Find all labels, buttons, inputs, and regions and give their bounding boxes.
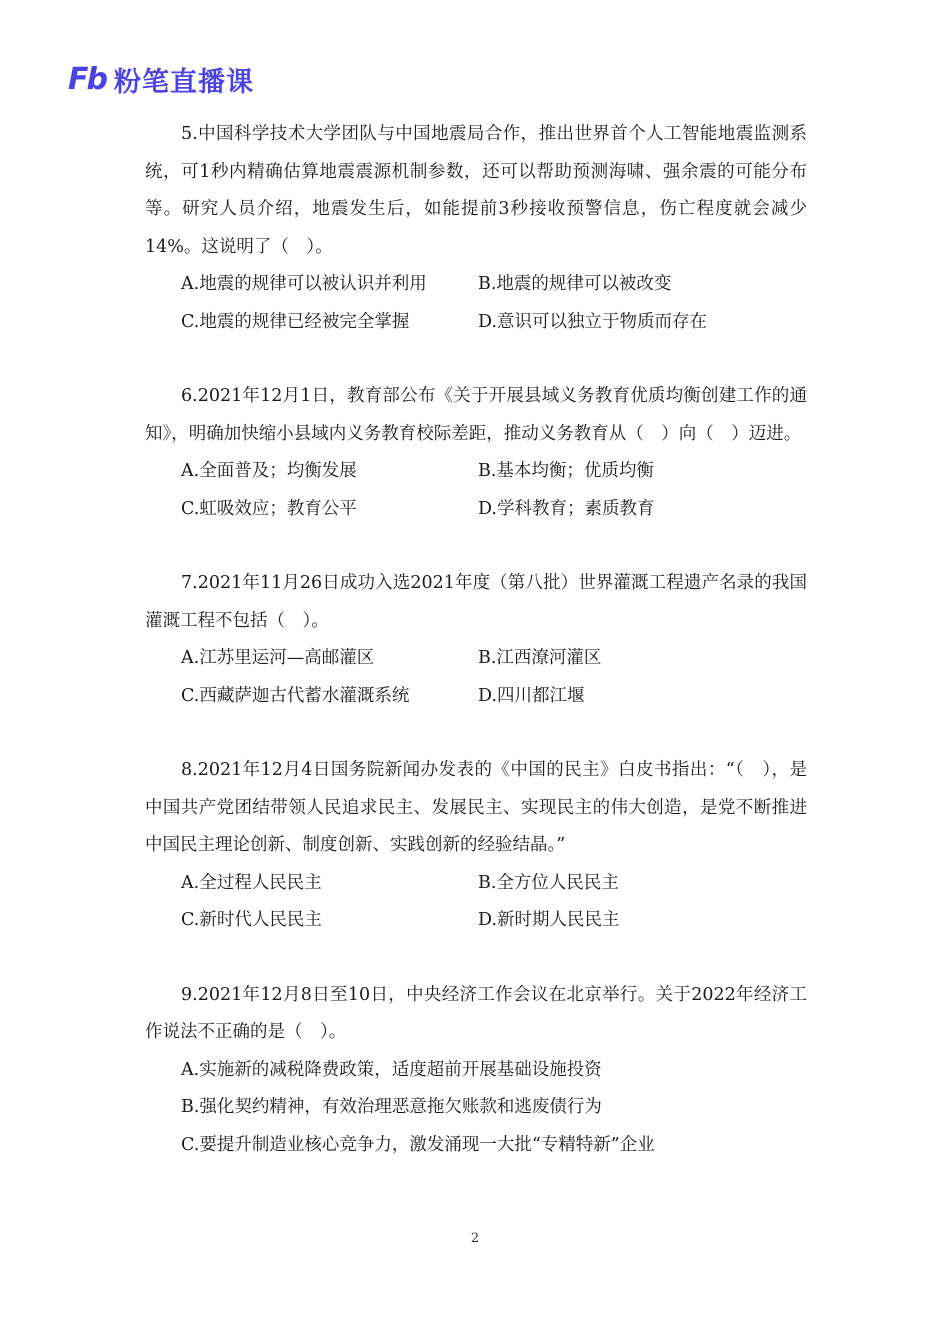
question-stem: 9.2021年12月8日至10日，中央经济工作会议在北京举行。关于2022年经济工作说法不正确的是（ ）。: [145, 984, 807, 1042]
option-b: B.强化契约精神，有效治理恶意拖欠账款和逃废债行为: [181, 1097, 602, 1117]
question-stem: 6.2021年12月1日，教育部公布《关于开展县域义务教育优质均衡创建工作的通知》，明确加快缩小县域内义务教育校际差距，推动义务教育从（ ）向（ ）迈进。: [145, 386, 807, 444]
option-d: D.意识可以独立于物质而存在: [478, 311, 707, 332]
question-8: [145, 752, 807, 940]
option-d: D.四川都江堰: [478, 685, 585, 706]
options: [145, 640, 807, 715]
option-a: A.地震的规律可以被认识并利用: [181, 274, 427, 294]
options: [145, 865, 807, 940]
option-d: D.新时期人民民主: [478, 910, 620, 930]
option-a: A.江苏里运河—高邮灌区: [181, 648, 375, 668]
option-b: B.全方位人民民主: [478, 872, 619, 893]
question-9: [145, 977, 807, 1165]
options: [145, 1052, 807, 1165]
option-c: C.虹吸效应；教育公平: [181, 498, 357, 519]
option-b: B.地震的规律可以被改变: [478, 274, 672, 294]
option-b: B.基本均衡；优质均衡: [478, 461, 654, 481]
fb-logo-icon: Fb: [68, 61, 106, 97]
options: [145, 453, 807, 528]
options: [145, 266, 807, 341]
brand-name: 粉笔直播课: [113, 66, 254, 98]
question-stem: 7.2021年11月26日成功入选2021年度（第八批）世界灌溉工程遗产名录的我国灌溉工程不包括（ ）。: [145, 573, 807, 631]
question-stem: 5.中国科学技术大学团队与中国地震局合作，推出世界首个人工智能地震监测系统，可1秒内精确估算地震震源机制参数，还可以帮助预测海啸、强余震的可能分布等。研究人员介绍，地震发生后，如能提前3秒接收预警信息，伤亡程度就会减少14%。这说明了（ ）。: [145, 124, 807, 257]
question-6: [145, 378, 807, 528]
option-c: C.西藏萨迦古代蓄水灌溉系统: [181, 685, 410, 706]
option-a: A.全过程人民民主: [181, 872, 322, 893]
option-c: C.地震的规律已经被完全掌握: [181, 311, 410, 332]
header-logo: [68, 60, 254, 98]
question-7: [145, 565, 807, 715]
option-a: A.全面普及；均衡发展: [181, 461, 357, 481]
option-b: B.江西潦河灌区: [478, 648, 602, 668]
option-a: A.实施新的减税降费政策，适度超前开展基础设施投资: [181, 1059, 602, 1080]
option-c: C.要提升制造业核心竞争力，激发涌现一大批“专精特新”企业: [181, 1134, 655, 1155]
option-d: D.学科教育；素质教育: [478, 498, 655, 519]
question-stem: 8.2021年12月4日国务院新闻办发表的《中国的民主》白皮书指出：“（ ），是中国共产党团结带领人民追求民主、发展民主、实现民主的伟大创造，是党不断推进中国民主理论创新、制度创新、实践创新的经验结晶。”: [145, 760, 807, 855]
question-5: [145, 116, 807, 341]
option-c: C.新时代人民民主: [181, 910, 322, 930]
document-body: [145, 116, 807, 1164]
page-number: 2: [470, 1231, 480, 1246]
